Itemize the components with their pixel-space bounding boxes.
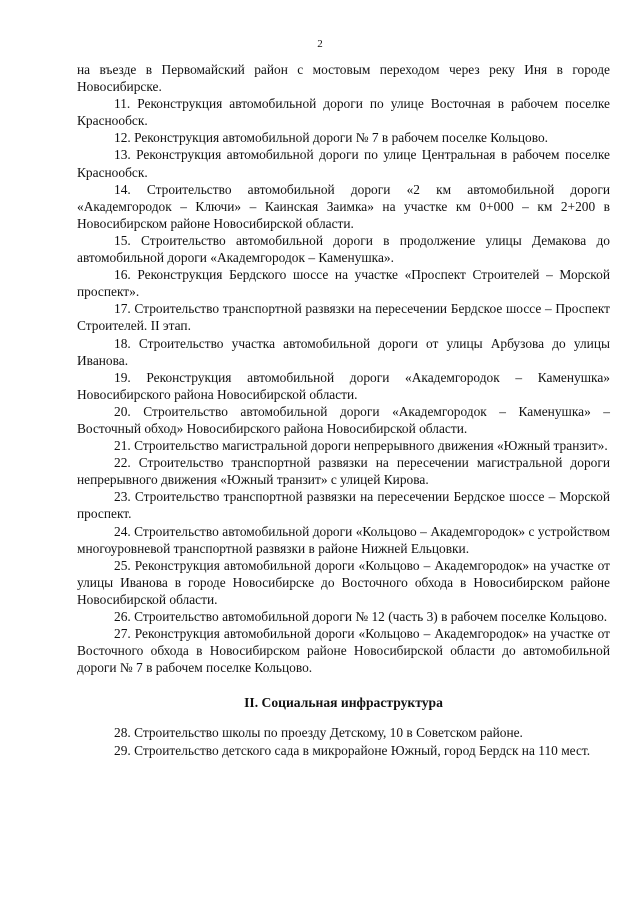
- list-item: 12. Реконструкция автомобильной дороги № 7 в рабочем поселке Кольцово.: [114, 130, 549, 146]
- list-item: на въезде в Первомайский район с мостовым переходом через реку Иня в городе Новосибирске.: [77, 62, 610, 95]
- list-item: 20. Строительство автомобильной дороги «Академгородок – Каменушка» – Восточный обход» Новосибирского района Новосибирской области.: [77, 403, 610, 436]
- list-item: 23. Строительство транспортной развязки на пересечении Бердское шоссе – Морской проспект.: [77, 489, 610, 522]
- list-item: 15. Строительство автомобильной дороги в продолжение улицы Демакова до автомобильной дороги «Академгородок – Каменушка».: [77, 232, 610, 266]
- list-item: 21. Строительство магистральной дороги непрерывного движения «Южный транзит».: [114, 438, 608, 454]
- list-item: 28. Строительство школы по проезду Детскому, 10 в Советском районе.: [114, 725, 523, 741]
- list-item: 16. Реконструкция Бердского шоссе на участке «Проспект Строителей – Морской проспект».: [77, 267, 610, 300]
- list-item: 11. Реконструкция автомобильной дороги по улице Восточная в рабочем поселке Краснообск.: [77, 96, 610, 129]
- list-item: 25. Реконструкция автомобильной дороги «Кольцово – Академгородок» на участке от улицы Иванова в городе Новосибирске до Восточного обхода в Новосибирском районе Новосибирской области.: [77, 557, 610, 607]
- list-item: 22. Строительство транспортной развязки на пересечении магистральной дороги непрерывного движения «Южный транзит» с улицей Кирова.: [77, 455, 610, 488]
- list-social: [77, 724, 610, 758]
- document-body: [77, 61, 610, 759]
- list-item: 27. Реконструкция автомобильной дороги «Кольцово – Академгородок» на участке от Восточного обхода в Новосибирском районе Новосибирской области до автомобильной дороги № 7 в рабочем поселке Кольцово.: [77, 626, 610, 676]
- list-item: 19. Реконструкция автомобильной дороги «Академгородок – Каменушка» Новосибирского района Новосибирской области.: [77, 369, 610, 402]
- list-item: 14. Строительство автомобильной дороги «2 км автомобильной дороги «Академгородок – Ключи» – Каинская Заимка» на участке км 0+000 – км 2+200 в Новосибирском районе Новосибирской области.: [77, 181, 610, 231]
- list-item: 26. Строительство автомобильной дороги № 12 (часть 3) в рабочем поселке Кольцово.: [114, 609, 608, 624]
- list-item: 17. Строительство транспортной развязки на пересечении Бердское шоссе – Проспект Строителей. II этап.: [77, 301, 610, 334]
- section-heading: II. Социальная инфраструктура: [244, 695, 443, 711]
- list-item: 24. Строительство автомобильной дороги «Кольцово – Академгородок» с устройством многоуровневой транспортной развязки в районе Нижней Ельцовки.: [77, 523, 610, 556]
- list-item: 29. Строительство детского сада в микрорайоне Южный, город Бердск на 110 мест.: [114, 742, 591, 758]
- list-item: 18. Строительство участка автомобильной дороги от улицы Арбузова до улицы Иванова.: [77, 335, 610, 368]
- list-roads: [77, 61, 610, 676]
- page-number: 2: [317, 38, 323, 50]
- list-item: 13. Реконструкция автомобильной дороги по улице Центральная в рабочем поселке Краснообск.: [77, 147, 610, 180]
